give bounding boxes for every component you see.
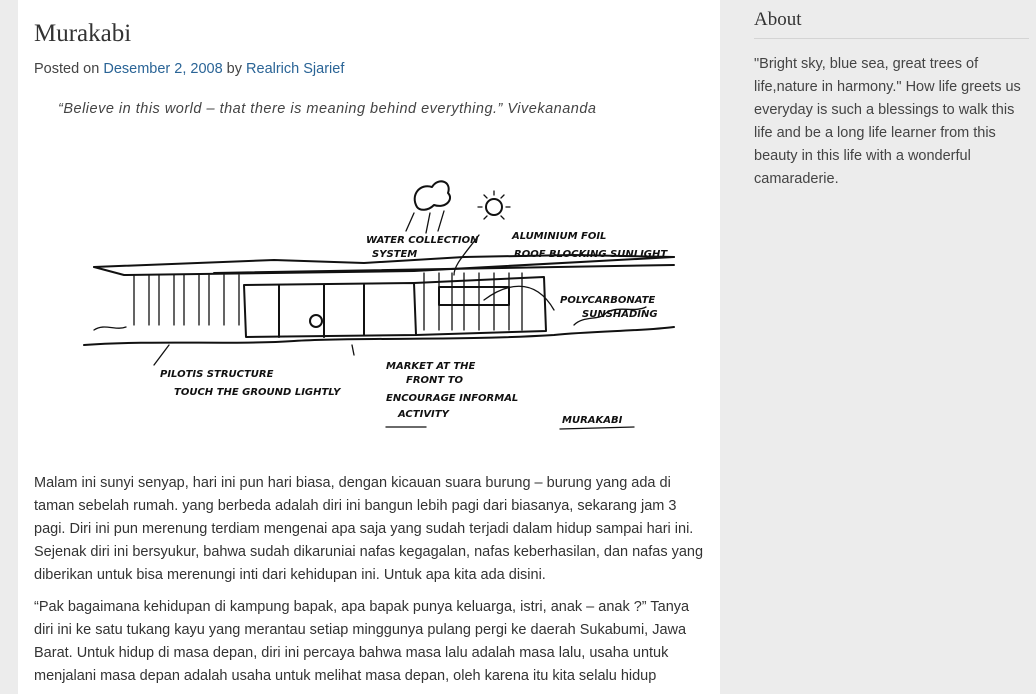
sketch-drawing: [34, 135, 702, 455]
label-market: MARKET AT THE: [386, 361, 476, 372]
label-pilotis-2: TOUCH THE GROUND LIGHTLY: [174, 387, 341, 398]
label-market-4: ACTIVITY: [398, 409, 449, 420]
label-aluminium: ALUMINIUM FOIL: [512, 231, 607, 242]
label-aluminium-2: ROOF BLOCKING SUNLIGHT: [514, 249, 668, 260]
post-body: [34, 472, 704, 694]
post-meta: [34, 61, 344, 77]
label-water-system: SYSTEM: [372, 249, 418, 260]
widget-divider: [754, 38, 1029, 39]
paragraph: “Pak bagaimana kehidupan di kampung bapak, apa bapak punya keluarga, istri, anak – anak ?” Tanya diri ini ke satu tukang kayu yang merantau setiap minggunya pulang pergi ke daerah Sukabumi, Jawa Barat. Untuk hidup di masa depan, diri ini percaya bahwa masa lalu adalah masa lalu, usaha untuk menjalani masa depan adalah usaha untuk melihat masa depan, oleh karena itu kita selalu hidup: [34, 599, 690, 684]
about-widget-text: "Bright sky, blue sea, great trees of life,nature in harmony." How life greets us everyday is such a blessings to walk this life and be a long life learner from this beauty in this life with a wonderful camaraderie.: [754, 56, 1021, 187]
about-widget-title: About: [754, 9, 802, 30]
by-label: by: [226, 61, 242, 77]
label-market-3: ENCOURAGE INFORMAL: [386, 393, 519, 404]
architecture-sketch-image: [34, 135, 702, 455]
author-link[interactable]: Realrich Sjarief: [246, 61, 345, 77]
label-polycarbonate-2: SUNSHADING: [582, 309, 658, 320]
posted-on-label: Posted on: [34, 61, 100, 77]
label-polycarbonate: POLYCARBONATE: [560, 295, 656, 306]
sketch-signature: MURAKABI: [562, 415, 623, 426]
label-market-2: FRONT TO: [406, 375, 464, 386]
post-title[interactable]: Murakabi: [34, 20, 132, 47]
post-date-link[interactable]: Desember 2, 2008: [103, 61, 223, 77]
cloud-icon: [415, 181, 450, 209]
label-water-collection: WATER COLLECTION: [366, 235, 479, 246]
main-content: [18, 0, 720, 694]
post-quote: “Believe in this world – that there is meaning behind everything.” Vivekananda: [58, 101, 597, 117]
label-pilotis: PILOTIS STRUCTURE: [160, 369, 274, 380]
sun-icon: [486, 199, 502, 215]
paragraph: Malam ini sunyi senyap, hari ini pun hari biasa, dengan kicauan suara burung – burung yang ada di taman sebelah rumah. yang berbeda adalah diri ini bangun lebih pagi dari biasanya, sekarang jam 3 pagi. Diri ini pun merenung terdiam mengenai apa saja yang sudah terjadi dalam hidup sampai hari ini. Sejenak diri ini bersyukur, bahwa sudah dikaruniai nafas kegagalan, nafas keberhasilan, dan nafas yang diberikan untuk bisa merenungi inti dari kehidupan ini. Untuk apa kita ada disini.: [34, 475, 704, 583]
